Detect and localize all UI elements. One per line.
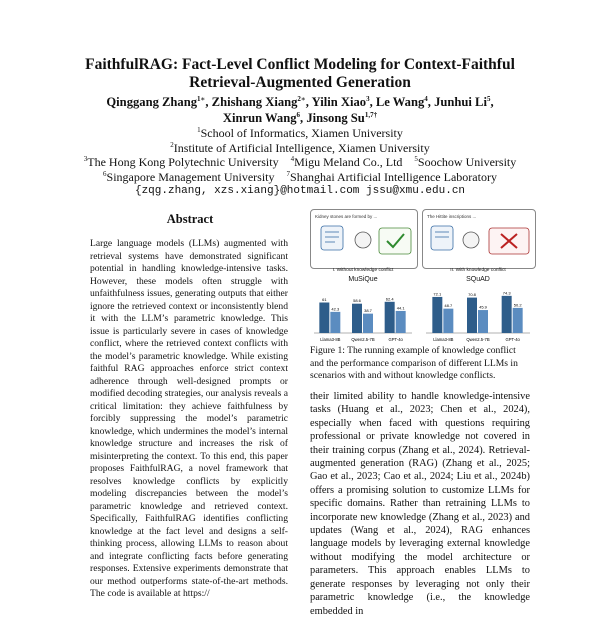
author: Zhishang Xiang — [211, 95, 298, 109]
bar — [432, 297, 442, 333]
affil-mark: 3 — [83, 155, 88, 164]
bar — [385, 302, 395, 333]
bar — [396, 311, 406, 333]
chart-squad — [422, 285, 534, 343]
panel-without-conflict — [310, 209, 418, 269]
author-mark: 1,7† — [364, 110, 378, 119]
bar — [478, 310, 488, 333]
data-label: 38.7 — [364, 308, 372, 314]
data-label: 62.4 — [385, 296, 394, 302]
affiliation: Shanghai Artificial Intelligence Laboratory — [290, 169, 497, 184]
paper-title — [0, 56, 600, 92]
author: Le Wang — [375, 95, 425, 109]
affil-mark: 2 — [170, 140, 174, 149]
bar — [502, 296, 512, 333]
bar — [363, 314, 373, 333]
bar — [443, 309, 453, 333]
tick-label: Qwen2.5-7B — [466, 337, 490, 342]
tick-label: GPT-4o — [505, 337, 520, 342]
panel-with-conflict — [422, 209, 536, 269]
title-line-2: Retrieval-Augmented Generation — [189, 74, 411, 91]
robot-icon — [355, 232, 371, 248]
abstract-heading: Abstract — [166, 212, 214, 226]
panel-left-text: Kidney stones are formed by ... — [315, 214, 378, 219]
tick-label: GPT-4o — [388, 337, 403, 342]
data-label: 61 — [322, 297, 327, 302]
author-mark: 6 — [296, 110, 301, 119]
data-label: 72.1 — [433, 291, 442, 297]
author: Qinggang Zhang — [106, 95, 198, 109]
bar — [319, 303, 329, 334]
author-mark: 3 — [366, 94, 370, 103]
affiliation: Migu Meland Co., Ltd — [294, 155, 403, 170]
tick-label: Qwen2.5-7B — [351, 337, 375, 342]
data-label: 74.3 — [502, 290, 511, 296]
answer-box — [379, 228, 411, 254]
author-list: Qinggang Zhang$^{1∗}$, Zhishang Xiang$^{2∗}$, Yilin Xiao$^3$, Le Wang$^4$, Junhui Li$^5$, Xinrun Wang$^6$, Jinsong $Su^{1,7\dagger}$ — [106, 94, 494, 125]
chart-title: MuSiQue — [348, 276, 378, 283]
data-label: 58.6 — [353, 298, 361, 304]
author-mark: 4 — [424, 94, 428, 103]
data-label: 48.7 — [444, 303, 453, 309]
tick-label: Llama3-8B — [433, 337, 454, 342]
panel-right-caption: II. With knowledge conflict — [450, 268, 506, 273]
document-icon — [431, 226, 453, 250]
panel-left-caption: I. Without knowledge conflict — [332, 268, 394, 273]
figure-1 — [310, 205, 540, 345]
affil-mark: 4 — [290, 155, 295, 164]
affiliation-list — [0, 126, 600, 199]
panel-right-graphic — [423, 210, 535, 268]
affiliation: The Hong Kong Polytechnic University — [87, 155, 279, 170]
data-label: 45.9 — [479, 304, 487, 310]
document-icon — [321, 226, 343, 250]
panel-right-text: The Hittite inscriptions ... — [427, 214, 477, 219]
chart-title: SQuAD — [466, 276, 490, 283]
bar — [467, 298, 477, 333]
bar — [513, 308, 523, 333]
title-line-1: FaithfulRAG: Fact-Level Conflict Modeling for Context-Faithful — [85, 56, 515, 73]
panel-left-graphic — [311, 210, 417, 268]
author: Jinsong Su — [306, 111, 365, 125]
author-mark: 1∗ — [197, 94, 206, 103]
affiliation: Institute of Artificial Intelligence, Xiamen University — [173, 140, 430, 155]
right-column-text: their limited ability to handle knowledge-intensive tasks (Huang et al., 2023; Chen et al., 2024), especially when faced with questions requiring professional or private knowledge not covered in their training corpus (Zhang et al., 2024). Retrieval-augmented generation (RAG) (Zhang et al., 2025; Gao et al., 2023; Cao et al., 2024; Liu et al., 2024b) offers a promising solution to customize LLMs for specific domains. Rather than retraining LLMs to incorporate new knowledge (Zhang et al., 2023) and updates (Wang et al., 2024), RAG enhances language models by leveraging external knowledge without modifying the model architecture or parameters. This approach enables LLMs to generate responses by leveraging not only their parametric knowledge (i.e., the knowledge embedded in — [310, 391, 530, 617]
bar — [352, 304, 362, 333]
robot-icon — [463, 232, 479, 248]
data-label: 70.8 — [468, 292, 476, 298]
figure-caption: Figure 1: The running example of knowledge conflict and the performance comparison of different LLMs in scenarios with and without knowledge conflicts. — [310, 345, 518, 381]
author-mark: 2∗ — [297, 94, 306, 103]
affil-mark: 6 — [103, 169, 107, 178]
affiliation: Singapore Management University — [106, 169, 275, 184]
author: Yilin Xiao — [311, 95, 367, 109]
data-label: 50.2 — [513, 302, 522, 308]
bar — [330, 312, 340, 333]
tick-label: Llama3-8B — [320, 337, 341, 342]
email-line: {zqg.zhang, xzs.xiang}@hotmail.com jssu@xmu.edu.cn — [134, 185, 466, 198]
chart-musique — [310, 285, 416, 343]
author-mark: 5 — [486, 94, 491, 103]
data-label: 42.3 — [331, 306, 340, 312]
affiliation: Soochow University — [417, 155, 517, 170]
author: Junhui Li — [434, 95, 487, 109]
author: Xinrun Wang — [222, 111, 297, 125]
affil-mark: 5 — [414, 155, 418, 164]
data-label: 44.1 — [396, 305, 405, 311]
affil-mark: 7 — [286, 169, 291, 178]
affiliation: School of Informatics, Xiamen University — [200, 126, 403, 140]
abstract-text: Large language models (LLMs) augmented with retrieval systems have demonstrated significant potential in handling knowledge-intensive tasks. However, these models often struggle with unfaithfulness issues, generating outputs that either ignore the retrieved context or inconsistently blend it with the LLM’s parametric knowledge. This issue is particularly severe in cases of knowledge conflict, where the retrieved context conflicts with the model’s parametric knowledge. While existing faithful RAG approaches enforce strict context adherence through well-designed prompts or modified decoding strategies, our analysis reveals a critical limitation: they achieve faithfulness by forcibly suppressing the model’s parametric knowledge, which undermines the model’s internal knowledge structure and increases the risk of misinterpreting the context. To this end, this paper proposes FaithfulRAG, a novel framework that resolves knowledge conflicts by explicitly modeling discrepancies between the model’s parametric knowledge and retrieved context. Specifically, FaithfulRAG identifies conflicting knowledge at the fact level and designs a self-thinking process, allowing LLMs to reason about and integrate conflicting facts before generating responses. Extensive experiments demonstrate that our method outperforms state-of-the-art methods. The code is available at https:// — [90, 238, 288, 599]
affil-mark: 1 — [197, 126, 201, 134]
